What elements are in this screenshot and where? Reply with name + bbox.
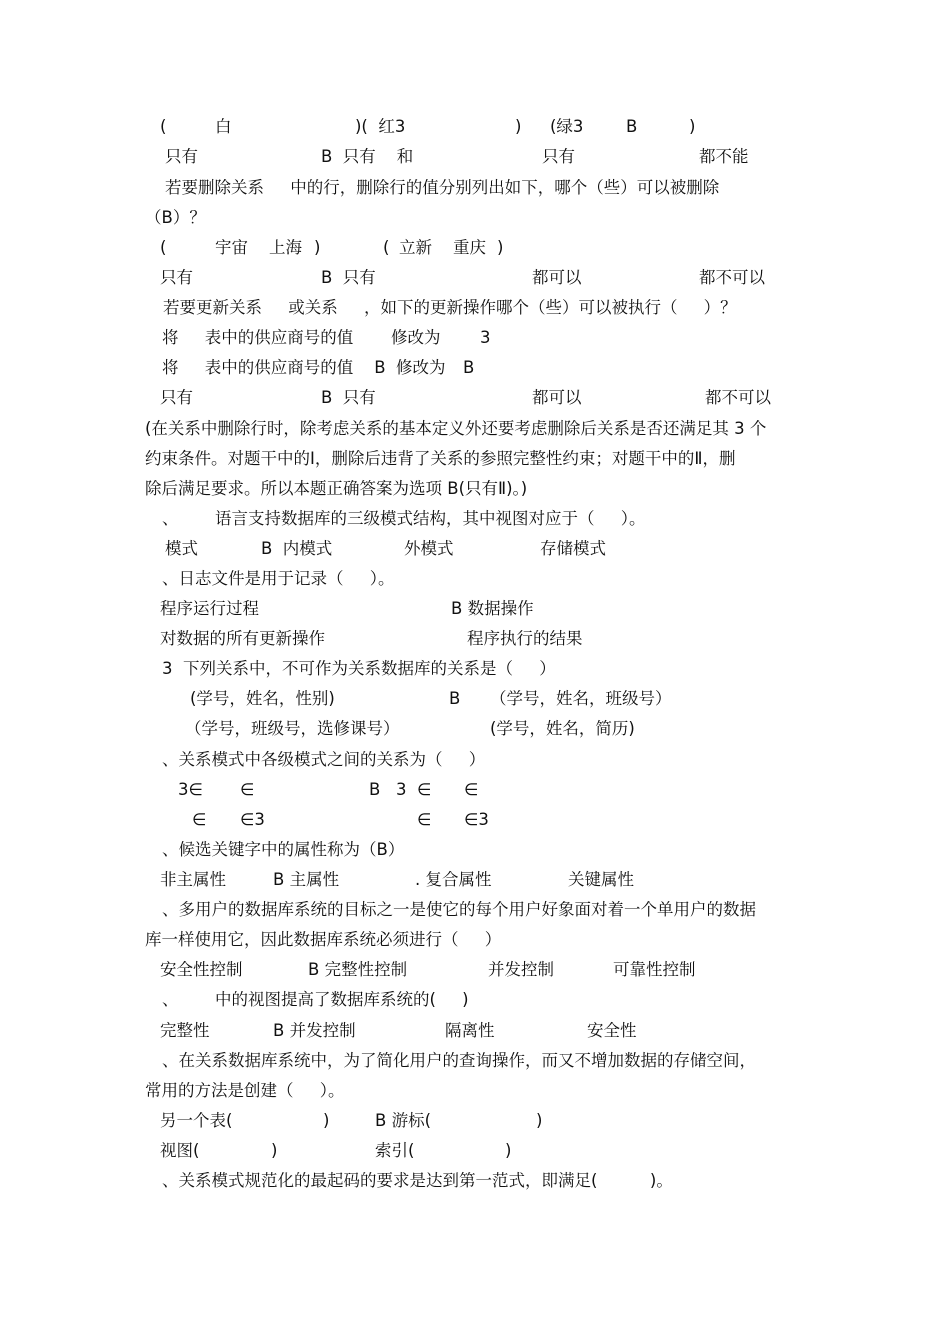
text-line-29-segment-4: 可靠性控制 (613, 960, 696, 979)
text-line-25-segment-1: 、候选关键字中的属性称为（B） (162, 840, 405, 859)
text-line-28-segment-1: 库一样使用它，因此数据库系统必须进行（ ） (145, 930, 502, 949)
text-line-21-segment-1: （学号，班级号，选修课号） (185, 719, 400, 738)
text-line-34-segment-2: ) (323, 1111, 330, 1130)
text-line-15-segment-2: B 内模式 (261, 539, 333, 558)
text-line-24-segment-3: ∈ (417, 810, 432, 829)
text-line-2-segment-3: 只有 (542, 147, 575, 166)
text-line-15-segment-3: 外模式 (404, 539, 454, 558)
text-line-15-segment-4: 存储模式 (540, 539, 606, 558)
text-line-6-segment-2: B 只有 (321, 268, 376, 287)
text-line-20-segment-2: B (449, 689, 461, 708)
text-line-16-segment-1: 、日志文件是用于记录（ ）。 (162, 569, 395, 588)
text-line-11-segment-1: (在关系中删除行时，除考虑关系的基本定义外还要考虑删除后关系是否还满足其 3 个 (145, 419, 767, 438)
text-line-17-segment-2: B 数据操作 (451, 599, 534, 618)
text-line-31-segment-3: 隔离性 (445, 1021, 495, 1040)
text-line-9-segment-2: B (463, 358, 475, 377)
text-line-32-segment-1: 、在关系数据库系统中，为了简化用户的查询操作，而又不增加数据的存储空间， (162, 1051, 756, 1070)
text-line-34-segment-4: ) (536, 1111, 543, 1130)
text-line-24-segment-4: ∈3 (464, 810, 489, 829)
text-line-1-segment-4: ) (515, 117, 522, 136)
text-line-33-segment-1: 常用的方法是创建（ ）。 (145, 1081, 345, 1100)
text-line-31-segment-1: 完整性 (160, 1021, 210, 1040)
text-line-5-segment-2: 宇宙 上海 (215, 238, 302, 257)
text-line-17-segment-1: 程序运行过程 (160, 599, 259, 618)
text-line-2-segment-4: 都不能 (699, 147, 749, 166)
text-line-10-segment-1: 只有 (160, 388, 193, 407)
text-line-5-segment-1: ( (160, 238, 167, 257)
text-line-10-segment-2: B 只有 (321, 388, 376, 407)
text-line-3-segment-1: 若要删除关系 中的行，删除行的值分别列出如下，哪个（些）可以被删除 (165, 178, 720, 197)
text-line-5-segment-3: ) (314, 238, 321, 257)
text-line-1-segment-5: (绿3 (550, 117, 584, 136)
text-line-23-segment-3: B (369, 780, 381, 799)
text-line-35-segment-3: 索引( (375, 1141, 415, 1160)
text-line-30-segment-2: 中的视图提高了数据库系统的( ) (215, 990, 469, 1009)
text-line-13-segment-1: 除后满足要求。所以本题正确答案为选项 B(只有Ⅱ)。) (145, 479, 528, 498)
text-line-26-segment-3: . 复合属性 (415, 870, 492, 889)
text-line-18-segment-2: 程序执行的结果 (467, 629, 583, 648)
text-line-23-segment-1: 3∈ (178, 780, 203, 799)
text-line-10-segment-3: 都可以 (532, 388, 582, 407)
text-line-14-segment-1: 、 (162, 509, 179, 528)
text-line-29-segment-3: 并发控制 (488, 960, 554, 979)
text-line-5-segment-4: ( (383, 238, 390, 257)
text-line-23-segment-2: ∈ (240, 780, 255, 799)
text-line-2-segment-2: B 只有 和 (321, 147, 414, 166)
text-line-18-segment-1: 对数据的所有更新操作 (160, 629, 325, 648)
text-line-7-segment-1: 若要更新关系 或关系 ，如下的更新操作哪个（些）可以被执行（ ）？ (163, 298, 737, 317)
text-line-10-segment-4: 都不可以 (705, 388, 771, 407)
text-line-27-segment-1: 、多用户的数据库系统的目标之一是使它的每个用户好象面对着一个单用户的数据 (162, 900, 756, 919)
text-line-1-segment-6: B (626, 117, 638, 136)
text-line-1-segment-2: 白 (215, 117, 232, 136)
text-line-20-segment-1: (学号，姓名，性别) (190, 689, 335, 708)
text-line-19-segment-1: 3 下列关系中，不可作为关系数据库的关系是（ ） (162, 659, 556, 678)
text-line-29-segment-1: 安全性控制 (160, 960, 243, 979)
text-line-1-segment-3: )( 红3 (355, 117, 406, 136)
text-line-5-segment-5: 立新 重庆 (399, 238, 486, 257)
text-line-34-segment-1: 另一个表( (160, 1111, 233, 1130)
text-line-1-segment-1: ( (160, 117, 167, 136)
text-line-4-segment-1: （B）？ (145, 208, 206, 227)
text-line-29-segment-2: B 完整性控制 (308, 960, 408, 979)
text-line-35-segment-2: ) (271, 1141, 278, 1160)
text-line-30-segment-1: 、 (162, 990, 179, 1009)
text-line-12-segment-1: 约束条件。对题干中的Ⅰ，删除后违背了关系的参照完整性约束；对题干中的Ⅱ，删 (145, 449, 736, 468)
text-line-14-segment-2: 语言支持数据库的三级模式结构，其中视图对应于（ ）。 (215, 509, 646, 528)
text-line-24-segment-2: ∈3 (240, 810, 265, 829)
text-line-36-segment-1: 、关系模式规范化的最起码的要求是达到第一范式，即满足( )。 (162, 1171, 673, 1190)
text-line-1-segment-7: ) (689, 117, 696, 136)
text-line-6-segment-1: 只有 (160, 268, 193, 287)
text-line-5-segment-6: ) (497, 238, 504, 257)
text-line-26-segment-2: B 主属性 (273, 870, 340, 889)
text-line-35-segment-1: 视图( (160, 1141, 200, 1160)
text-line-24-segment-1: ∈ (192, 810, 207, 829)
text-line-21-segment-2: (学号，姓名，简历) (490, 719, 635, 738)
text-line-2-segment-1: 只有 (165, 147, 198, 166)
text-line-9-segment-1: 将 表中的供应商号的值 B 修改为 (162, 358, 446, 377)
text-line-26-segment-4: 关键属性 (568, 870, 634, 889)
text-line-20-segment-3: （学号，姓名，班级号） (490, 689, 672, 708)
text-line-34-segment-3: B 游标( (375, 1111, 432, 1130)
text-line-31-segment-2: B 并发控制 (273, 1021, 356, 1040)
text-line-15-segment-1: 模式 (165, 539, 198, 558)
text-line-8-segment-2: 修改为 (391, 328, 441, 347)
text-line-35-segment-4: ) (505, 1141, 512, 1160)
text-line-8-segment-1: 将 表中的供应商号的值 (162, 328, 354, 347)
text-line-6-segment-3: 都可以 (532, 268, 582, 287)
text-line-31-segment-4: 安全性 (587, 1021, 637, 1040)
text-line-6-segment-4: 都不可以 (699, 268, 765, 287)
text-line-22-segment-1: 、关系模式中各级模式之间的关系为（ ） (162, 750, 486, 769)
text-line-26-segment-1: 非主属性 (160, 870, 226, 889)
text-line-23-segment-4: 3 ∈ (396, 780, 432, 799)
text-line-8-segment-3: 3 (480, 328, 491, 347)
text-line-23-segment-5: ∈ (464, 780, 479, 799)
